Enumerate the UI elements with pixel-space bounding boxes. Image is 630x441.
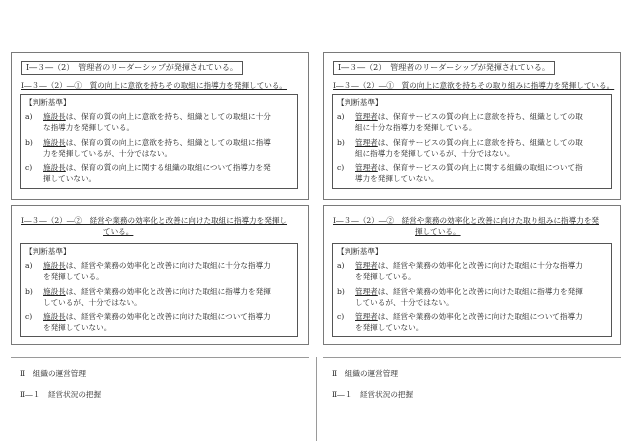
left-heading-management: Ⅱ 組織の運営管理: [20, 369, 86, 378]
right-subhead-1: Ⅰ―３―（2）―① 質の向上に意欲を持ちその取り組みに指導力を発揮している。: [333, 81, 615, 90]
subject: 施設長: [43, 138, 66, 147]
subject: 施設長: [43, 163, 66, 172]
right-panel-efficiency: [323, 205, 621, 345]
subject: 施設長: [43, 312, 66, 321]
criteria-title: 【判断基準】: [337, 247, 383, 256]
subject: 施設長: [43, 112, 66, 121]
left-criteria-box-2: 【判断基準】 a) 施設長は、経営や業務の効率化と改善に向けた取組に十分な指導力 を発揮している。 b) 施設長は、経営や業務の効率化と改善に向けた取組に指導力を発揮 しているが、十分ではない。 c) 施設長は、経営や業務の効率化と改善に向けた取組について指導力 を発揮していない。: [20, 243, 298, 337]
right-criteria-box-1: 【判断基準】 a) 管理者は、保育サービスの質の向上に意欲を持ち、組織としての取 組に十分な指導力を発揮している。 b) 管理者は、保育サービスの質の向上に意欲を持ち、組織としての取 組に指導力を発揮しているが、十分ではない。 c) 管理者は、保育サービスの質の向上に関する組織の取組について指 導力を発揮していない。: [332, 94, 612, 189]
left-subhead-2: Ⅰ―３―（2）―② 経営や業務の効率化と改善に向けた取組に指導力を発揮し ている。: [21, 216, 288, 236]
subject: 管理者: [355, 261, 378, 270]
right-section-tag: Ⅰ―３―（2） 管理者のリーダーシップが発揮されている。: [333, 61, 555, 75]
left-section-tag: Ⅰ―３―（2） 管理者のリーダーシップが発揮されている。: [21, 61, 243, 75]
left-panel-efficiency: [11, 205, 309, 345]
subject: 管理者: [355, 312, 378, 321]
subject: 管理者: [355, 138, 378, 147]
criteria-title: 【判断基準】: [25, 247, 71, 256]
right-heading-management: Ⅱ 組織の運営管理: [332, 369, 398, 378]
column-divider: [316, 357, 317, 441]
subject: 管理者: [355, 287, 378, 296]
subject: 管理者: [355, 163, 378, 172]
right-subheading-status: Ⅱ―１ 経営状況の把握: [332, 390, 414, 399]
left-criteria-box-1: 【判断基準】 a) 施設長は、保育の質の向上に意欲を持ち、組織としての取組に十分 な指導力を発揮している。 b) 施設長は、保育の質の向上に意欲を持ち、組織としての取組に指導 力を発揮しているが、十分ではない。 c) 施設長は、保育の質の向上に関する組織の取組について指導力を発 揮していない。: [20, 94, 298, 189]
subject: 施設長: [43, 287, 66, 296]
subject: 管理者: [355, 112, 378, 121]
left-divider: [11, 357, 309, 358]
right-panel-leadership: [323, 52, 621, 200]
right-divider: [323, 357, 621, 358]
left-subheading-status: Ⅱ―１ 経営状況の把握: [20, 390, 102, 399]
left-subhead-1: Ⅰ―３―（2）―① 質の向上に意欲を持ちその取組に指導力を発揮している。: [21, 81, 288, 90]
right-criteria-box-2: 【判断基準】 a) 管理者は、経営や業務の効率化と改善に向けた取組に十分な指導力 を発揮している。 b) 管理者は、経営や業務の効率化と改善に向けた取組に指導力を発揮 しているが、十分ではない。 c) 管理者は、経営や業務の効率化と改善に向けた取組について指導力 を発揮していない。: [332, 243, 612, 337]
criteria-title: 【判断基準】: [25, 98, 71, 107]
criteria-title: 【判断基準】: [337, 98, 383, 107]
right-subhead-2: Ⅰ―３―（2）―② 経営や業務の効率化と改善に向けた取り組みに指導力を発 揮している。: [333, 216, 600, 236]
subject: 施設長: [43, 261, 66, 270]
left-panel-leadership: [11, 52, 309, 200]
